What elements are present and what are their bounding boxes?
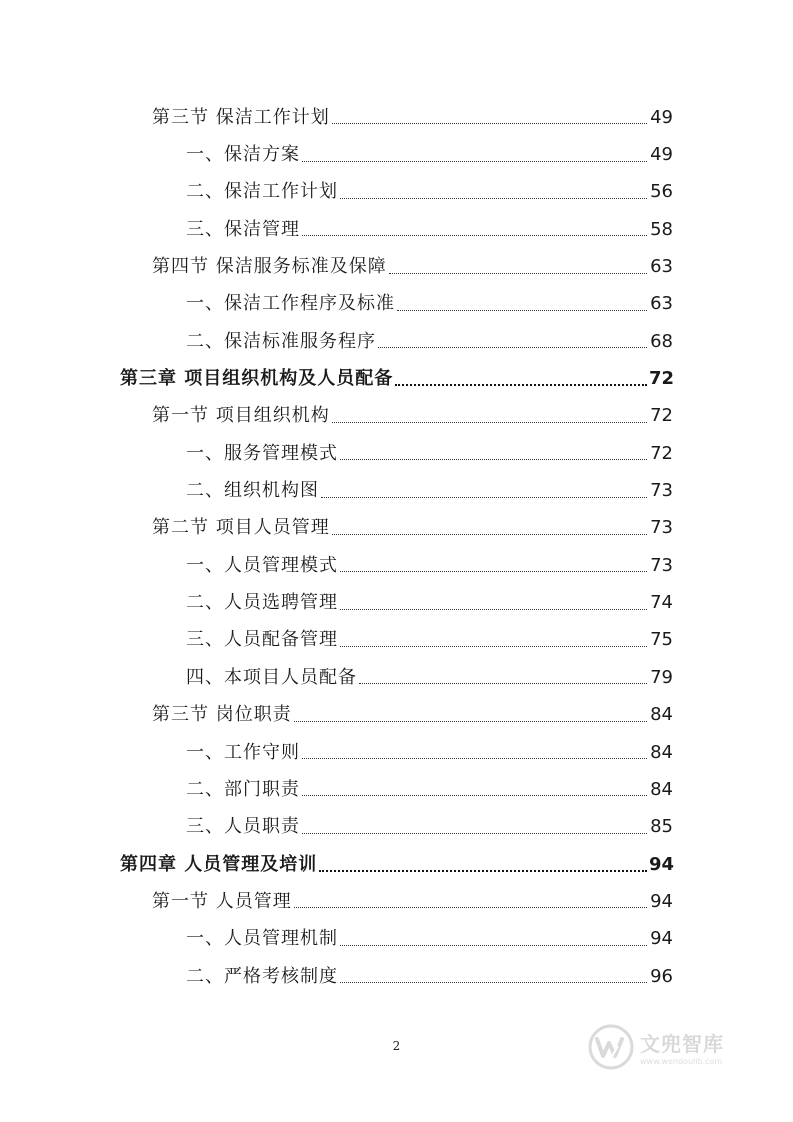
toc-entry-label: 一、保洁方案 xyxy=(186,144,300,166)
toc-dot-leader xyxy=(395,384,647,386)
toc-entry-label: 一、服务管理模式 xyxy=(186,442,338,464)
toc-entry-page: 94 xyxy=(649,853,675,875)
toc-entry[interactable] xyxy=(0,883,793,920)
toc-entry-page: 73 xyxy=(650,480,673,502)
toc-entry[interactable] xyxy=(0,360,793,397)
toc-dot-leader xyxy=(302,161,647,162)
toc-entry-page: 72 xyxy=(650,405,673,427)
toc-entry-page: 84 xyxy=(650,778,673,800)
toc-entry-page: 84 xyxy=(650,741,673,763)
toc-entry[interactable] xyxy=(0,211,793,248)
toc-entry-page: 72 xyxy=(649,368,675,390)
toc-entry-page: 58 xyxy=(650,218,673,240)
toc-entry-label: 第三节 保洁工作计划 xyxy=(152,106,330,128)
toc-dot-leader xyxy=(302,795,647,796)
toc-entry-page: 94 xyxy=(650,928,673,950)
toc-dot-leader xyxy=(319,870,647,872)
toc-entry-page: 73 xyxy=(650,554,673,576)
toc-dot-leader xyxy=(340,609,647,610)
toc-dot-leader xyxy=(397,310,647,311)
toc-entry-label: 二、严格考核制度 xyxy=(186,965,338,987)
toc-entry-label: 第四节 保洁服务标准及保障 xyxy=(152,256,387,278)
toc-entry-label: 二、保洁工作计划 xyxy=(186,181,338,203)
watermark xyxy=(588,1020,758,1074)
toc-entry-label: 四、本项目人员配备 xyxy=(186,666,357,688)
double-w-logo-icon xyxy=(588,1024,634,1070)
toc-dot-leader xyxy=(302,235,647,236)
toc-entry[interactable] xyxy=(0,584,793,621)
toc-entry-page: 74 xyxy=(650,592,673,614)
toc-entry-label: 第四章 人员管理及培训 xyxy=(120,853,318,875)
toc-entry-page: 56 xyxy=(650,181,673,203)
toc-dot-leader xyxy=(340,982,647,983)
toc-dot-leader xyxy=(332,123,647,124)
toc-entry-page: 96 xyxy=(650,965,673,987)
toc-entry[interactable] xyxy=(0,622,793,659)
toc-entry[interactable] xyxy=(0,547,793,584)
toc-entry[interactable] xyxy=(0,472,793,509)
toc-entry-label: 一、工作守则 xyxy=(186,741,300,763)
toc-dot-leader xyxy=(359,683,647,684)
toc-entry[interactable] xyxy=(0,771,793,808)
toc-entry-page: 63 xyxy=(650,293,673,315)
toc-entry-label: 三、保洁管理 xyxy=(186,218,300,240)
toc-dot-leader xyxy=(340,459,647,460)
toc-dot-leader xyxy=(294,907,647,908)
toc-entry[interactable] xyxy=(0,136,793,173)
toc-entry[interactable] xyxy=(0,734,793,771)
toc-entry[interactable] xyxy=(0,398,793,435)
toc-entry-label: 一、人员管理机制 xyxy=(186,928,338,950)
toc-dot-leader xyxy=(340,646,647,647)
toc-entry-label: 二、组织机构图 xyxy=(186,480,319,502)
toc-entry-page: 85 xyxy=(650,816,673,838)
toc-entry[interactable] xyxy=(0,921,793,958)
toc-entry[interactable] xyxy=(0,809,793,846)
toc-entry-label: 二、人员选聘管理 xyxy=(186,592,338,614)
toc-entry-page: 49 xyxy=(650,106,673,128)
toc-entry[interactable] xyxy=(0,286,793,323)
toc-entry-page: 63 xyxy=(650,256,673,278)
toc-entry-page: 68 xyxy=(650,330,673,352)
toc-entry[interactable] xyxy=(0,510,793,547)
toc-entry-label: 第三章 项目组织机构及人员配备 xyxy=(120,368,394,390)
toc-dot-leader xyxy=(332,534,647,535)
toc-dot-leader xyxy=(302,833,647,834)
toc-dot-leader xyxy=(389,273,647,274)
toc-entry[interactable] xyxy=(0,174,793,211)
watermark-name: 文兜智库 xyxy=(640,1032,724,1056)
table-of-contents xyxy=(0,99,793,995)
toc-entry-label: 三、人员配备管理 xyxy=(186,629,338,651)
toc-entry[interactable] xyxy=(0,248,793,285)
toc-entry-page: 75 xyxy=(650,629,673,651)
toc-entry-label: 第三节 岗位职责 xyxy=(152,704,292,726)
toc-entry-label: 二、保洁标准服务程序 xyxy=(186,330,376,352)
watermark-url: www.wendoulib.com xyxy=(640,1057,723,1066)
toc-dot-leader xyxy=(340,198,647,199)
toc-entry[interactable] xyxy=(0,323,793,360)
toc-entry-page: 94 xyxy=(650,890,673,912)
toc-dot-leader xyxy=(294,721,647,722)
toc-entry-label: 第一节 项目组织机构 xyxy=(152,405,330,427)
toc-entry-page: 84 xyxy=(650,704,673,726)
toc-entry-label: 一、保洁工作程序及标准 xyxy=(186,293,395,315)
toc-entry-label: 第二节 项目人员管理 xyxy=(152,517,330,539)
toc-entry-page: 49 xyxy=(650,144,673,166)
toc-entry[interactable] xyxy=(0,435,793,472)
toc-entry[interactable] xyxy=(0,659,793,696)
toc-dot-leader xyxy=(340,571,647,572)
toc-entry-page: 73 xyxy=(650,517,673,539)
toc-entry-label: 第一节 人员管理 xyxy=(152,890,292,912)
toc-entry[interactable] xyxy=(0,697,793,734)
toc-entry-page: 72 xyxy=(650,442,673,464)
toc-dot-leader xyxy=(321,497,647,498)
toc-dot-leader xyxy=(332,422,647,423)
toc-entry-label: 二、部门职责 xyxy=(186,778,300,800)
toc-entry[interactable] xyxy=(0,99,793,136)
toc-entry[interactable] xyxy=(0,846,793,883)
toc-dot-leader xyxy=(340,945,647,946)
toc-entry-label: 一、人员管理模式 xyxy=(186,554,338,576)
toc-entry-label: 三、人员职责 xyxy=(186,816,300,838)
page-number: 2 xyxy=(392,1039,401,1053)
toc-entry-page: 79 xyxy=(650,666,673,688)
toc-dot-leader xyxy=(378,347,647,348)
toc-entry[interactable] xyxy=(0,958,793,995)
toc-dot-leader xyxy=(302,758,647,759)
